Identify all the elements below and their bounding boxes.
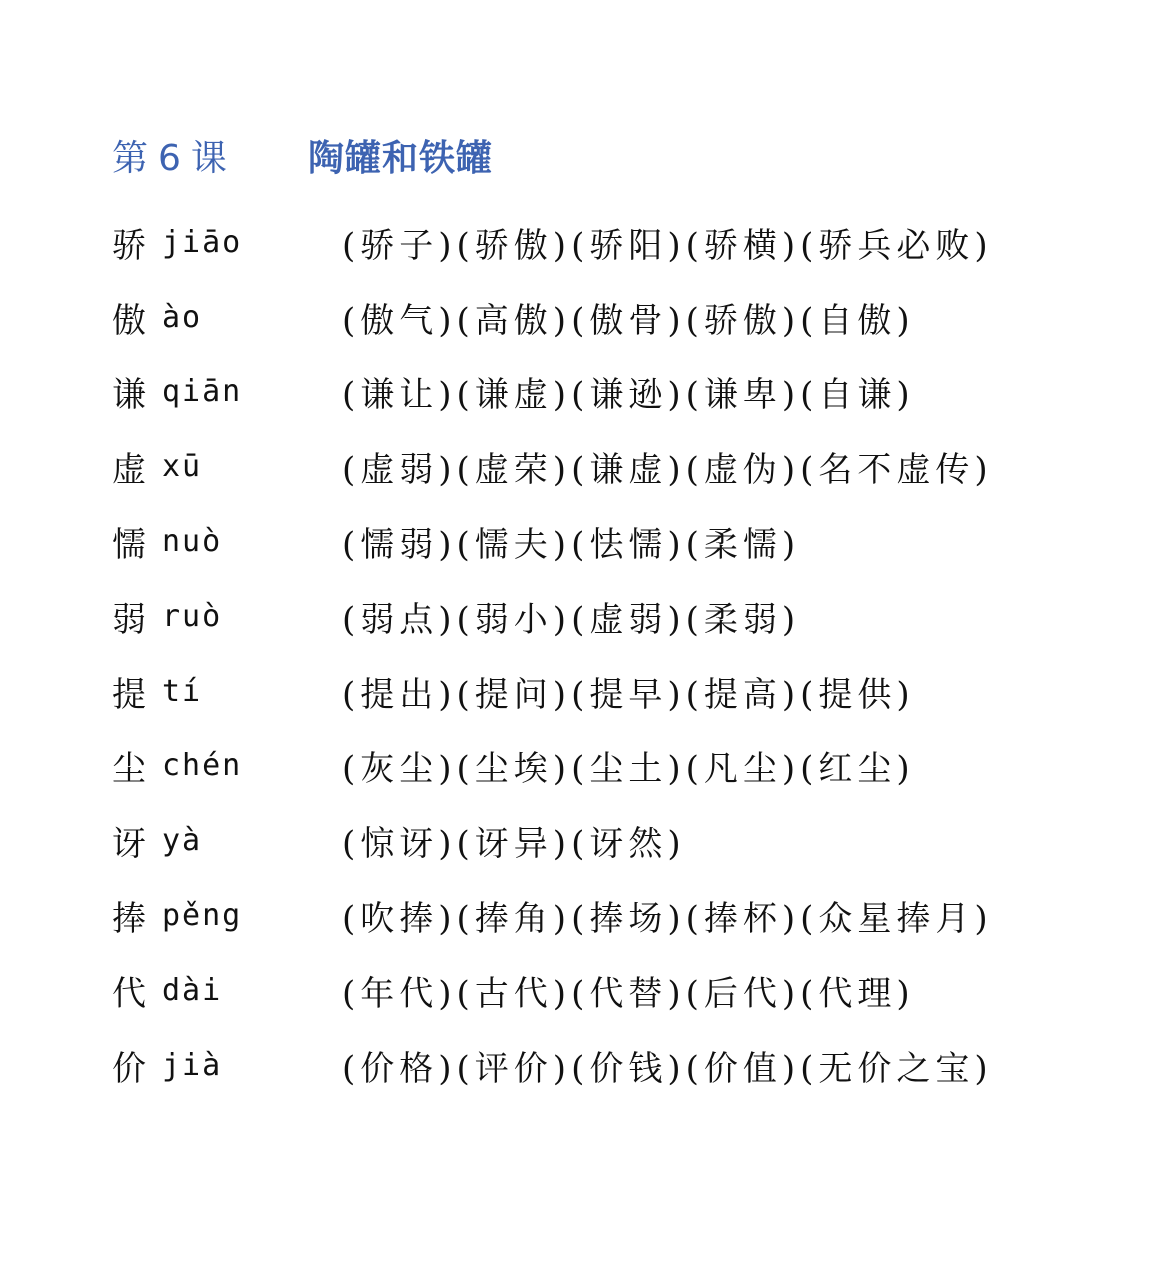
vocab-row bbox=[112, 579, 1112, 654]
vocab-word: (代理) bbox=[800, 973, 915, 1014]
vocab-row bbox=[112, 429, 1112, 504]
vocab-word: (后代) bbox=[685, 973, 801, 1014]
vocab-head bbox=[112, 1041, 342, 1090]
vocab-words bbox=[342, 517, 800, 566]
vocab-word: (自谦) bbox=[800, 375, 915, 416]
vocab-word: (评价) bbox=[456, 1048, 572, 1089]
vocab-word: (谦卑) bbox=[685, 375, 801, 416]
vocab-words bbox=[342, 741, 915, 790]
vocab-word: (谦虚) bbox=[571, 450, 686, 491]
vocab-character: 弱 bbox=[112, 599, 146, 640]
lesson-suffix: 课 bbox=[190, 137, 231, 179]
vocab-word: (捧角) bbox=[456, 899, 572, 940]
vocab-word: (提高) bbox=[685, 674, 801, 715]
vocab-word: (骄横) bbox=[685, 225, 801, 266]
lesson-title bbox=[112, 130, 493, 180]
vocab-word: (虚弱) bbox=[342, 450, 457, 491]
vocab-character: 骄 bbox=[112, 225, 146, 266]
vocab-word: (价值) bbox=[685, 1048, 801, 1089]
vocab-pinyin: jià bbox=[162, 1047, 223, 1083]
vocab-word: (名不虚传) bbox=[800, 450, 993, 491]
vocab-row bbox=[112, 355, 1112, 430]
vocab-pinyin: chén bbox=[162, 748, 243, 784]
vocab-row bbox=[112, 205, 1112, 280]
lesson-prefix: 第 bbox=[112, 137, 153, 179]
vocab-word: (提出) bbox=[342, 674, 457, 715]
vocab-pinyin: dài bbox=[162, 972, 223, 1008]
vocab-word: (讶异) bbox=[456, 824, 572, 865]
vocab-word: (怯懦) bbox=[571, 525, 686, 566]
vocab-word: (柔懦) bbox=[685, 525, 801, 566]
vocab-row bbox=[112, 1028, 1112, 1103]
vocab-word: (柔弱) bbox=[685, 599, 801, 640]
vocab-character: 尘 bbox=[112, 749, 146, 790]
vocab-word: (捧杯) bbox=[685, 899, 801, 940]
vocab-pinyin: ào bbox=[162, 299, 203, 335]
vocab-pinyin: qiān bbox=[162, 374, 243, 410]
vocab-head bbox=[112, 966, 342, 1015]
vocab-word: (骄傲) bbox=[685, 300, 801, 341]
vocab-word: (捧场) bbox=[571, 899, 686, 940]
vocab-word: (骄子) bbox=[342, 225, 457, 266]
vocab-word: (凡尘) bbox=[685, 749, 801, 790]
vocab-head bbox=[112, 517, 342, 566]
vocab-character: 讶 bbox=[112, 824, 146, 865]
vocab-word: (提早) bbox=[571, 674, 686, 715]
vocab-word: (讶然) bbox=[571, 824, 686, 865]
vocab-pinyin: tí bbox=[162, 673, 203, 709]
vocab-word: (无价之宝) bbox=[800, 1048, 993, 1089]
vocab-character: 虚 bbox=[112, 450, 146, 491]
vocab-character: 代 bbox=[112, 973, 146, 1014]
vocab-word: (谦逊) bbox=[571, 375, 686, 416]
vocab-word: (提供) bbox=[800, 674, 915, 715]
vocab-head bbox=[112, 442, 342, 491]
lesson-name: 陶罐和铁罐 bbox=[308, 137, 494, 179]
vocab-words bbox=[342, 966, 915, 1015]
vocab-word: (惊讶) bbox=[342, 824, 457, 865]
vocab-words bbox=[342, 442, 993, 491]
vocab-word: (价钱) bbox=[571, 1048, 686, 1089]
vocab-word: (虚弱) bbox=[571, 599, 686, 640]
vocab-character: 价 bbox=[112, 1048, 146, 1089]
vocab-head bbox=[112, 816, 342, 865]
vocab-word: (自傲) bbox=[800, 300, 915, 341]
vocab-word: (尘埃) bbox=[456, 749, 572, 790]
vocab-words bbox=[342, 891, 993, 940]
vocab-character: 捧 bbox=[112, 899, 146, 940]
vocab-row bbox=[112, 504, 1112, 579]
vocab-row bbox=[112, 729, 1112, 804]
vocab-words bbox=[342, 218, 993, 267]
vocab-word: (骄傲) bbox=[456, 225, 572, 266]
vocab-words bbox=[342, 293, 915, 342]
vocab-word: (吹捧) bbox=[342, 899, 457, 940]
vocab-head bbox=[112, 367, 342, 416]
vocab-word: (谦让) bbox=[342, 375, 457, 416]
vocab-word: (尘土) bbox=[571, 749, 686, 790]
vocab-pinyin: jiāo bbox=[162, 224, 243, 260]
vocab-head bbox=[112, 667, 342, 716]
vocab-words bbox=[342, 592, 800, 641]
vocab-character: 提 bbox=[112, 674, 146, 715]
vocab-word: (傲气) bbox=[342, 300, 457, 341]
vocab-head bbox=[112, 891, 342, 940]
vocab-word: (谦虚) bbox=[456, 375, 572, 416]
vocab-row bbox=[112, 654, 1112, 729]
vocab-word: (弱点) bbox=[342, 599, 457, 640]
vocab-word: (懦弱) bbox=[342, 525, 457, 566]
vocab-word: (红尘) bbox=[800, 749, 915, 790]
vocab-word: (年代) bbox=[342, 973, 457, 1014]
vocab-word: (众星捧月) bbox=[800, 899, 993, 940]
vocab-word: (提问) bbox=[456, 674, 572, 715]
vocab-row bbox=[112, 803, 1112, 878]
vocab-word: (代替) bbox=[571, 973, 686, 1014]
vocab-head bbox=[112, 218, 342, 267]
vocab-word: (灰尘) bbox=[342, 749, 457, 790]
vocab-words bbox=[342, 367, 915, 416]
vocab-pinyin: pěng bbox=[162, 898, 243, 934]
vocabulary-list bbox=[112, 205, 1112, 1103]
vocab-word: (骄阳) bbox=[571, 225, 686, 266]
vocab-pinyin: ruò bbox=[162, 598, 223, 634]
vocab-head bbox=[112, 293, 342, 342]
vocab-pinyin: nuò bbox=[162, 524, 223, 560]
vocab-pinyin: xū bbox=[162, 449, 203, 485]
vocab-word: (骄兵必败) bbox=[800, 225, 993, 266]
vocab-word: (价格) bbox=[342, 1048, 457, 1089]
lesson-number: 6 bbox=[158, 137, 185, 179]
vocab-words bbox=[342, 816, 686, 865]
vocab-character: 谦 bbox=[112, 375, 146, 416]
vocab-head bbox=[112, 741, 342, 790]
vocab-word: (虚荣) bbox=[456, 450, 572, 491]
vocab-character: 傲 bbox=[112, 300, 146, 341]
vocab-word: (古代) bbox=[456, 973, 572, 1014]
vocab-row bbox=[112, 878, 1112, 953]
lesson-label bbox=[112, 130, 308, 181]
vocab-row bbox=[112, 953, 1112, 1028]
vocab-word: (虚伪) bbox=[685, 450, 801, 491]
vocab-words bbox=[342, 667, 915, 716]
vocab-character: 懦 bbox=[112, 525, 146, 566]
vocab-word: (傲骨) bbox=[571, 300, 686, 341]
vocab-word: (高傲) bbox=[456, 300, 572, 341]
vocab-word: (弱小) bbox=[456, 599, 572, 640]
vocab-head bbox=[112, 592, 342, 641]
vocab-pinyin: yà bbox=[162, 823, 203, 859]
vocab-row bbox=[112, 280, 1112, 355]
vocab-words bbox=[342, 1041, 993, 1090]
vocab-word: (懦夫) bbox=[456, 525, 572, 566]
